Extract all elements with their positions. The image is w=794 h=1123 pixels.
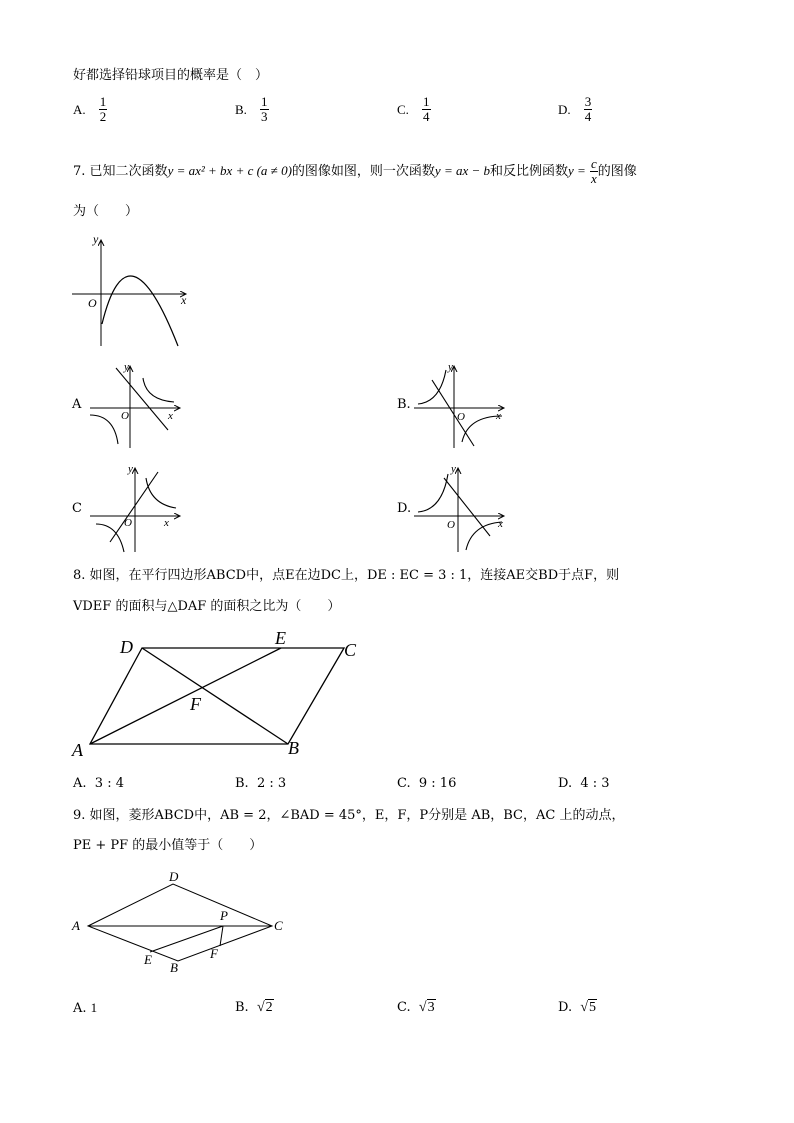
svg-text:x: x (164, 517, 169, 529)
q8-parallelogram-diagram (68, 630, 368, 760)
fraction: $\frac{c}{x}$ (590, 156, 597, 186)
svg-text:O: O (121, 410, 129, 422)
fraction: $\frac{1}{2}$ (99, 94, 107, 124)
q7-parabola-graph (68, 228, 193, 350)
svg-text:x: x (168, 410, 173, 422)
q7-option-a-letter[interactable]: A (72, 397, 82, 412)
svg-text:y: y (128, 463, 133, 475)
q8-option-a[interactable]: A. 3 : 4 (73, 776, 124, 791)
origin-label: O (88, 296, 97, 310)
q7-stem-line2: 为（ ） (73, 204, 139, 219)
q7-option-a-graph[interactable] (86, 360, 186, 452)
q9-rhombus-diagram (68, 866, 293, 978)
q6-stem-tail: 好都选择铅球项目的概率是（ ） (73, 68, 269, 83)
svg-text:D: D (169, 869, 179, 884)
segment-pf (220, 926, 223, 946)
svg-text:B: B (170, 960, 178, 975)
svg-text:D: D (120, 637, 133, 657)
q6-option-b[interactable]: B. $\frac{1}{3}$ (235, 94, 268, 124)
svg-text:y: y (124, 361, 129, 373)
sqrt-3: √3 (418, 1000, 435, 1015)
q6-option-c[interactable]: C. $\frac{1}{4}$ (397, 94, 430, 124)
svg-text:A: A (72, 740, 83, 760)
q9-stem-line1: 9. 如图，菱形ABCD中，AB = 2，∠BAD = 45°，E，F，P分别是 AB，BC，AC 上的动点， (73, 808, 625, 823)
segment-ae (90, 648, 281, 744)
q6-option-d[interactable]: D. $\frac{3}{4}$ (558, 94, 592, 124)
svg-text:x: x (498, 518, 503, 530)
svg-text:C: C (274, 918, 283, 933)
q6-option-a[interactable]: A. $\frac{1}{2}$ (73, 94, 107, 124)
q7-option-b-letter[interactable]: B. (397, 397, 411, 412)
svg-text:E: E (275, 630, 286, 648)
q8-option-c[interactable]: C. 9 : 16 (397, 776, 457, 791)
q8-stem-line1: 8. 如图，在平行四边形ABCD中，点E在边DC上，DE : EC = 3 : 1，连接AE交BD于点F，则 (73, 568, 620, 583)
segment-bd (142, 648, 288, 744)
svg-text:y: y (448, 361, 453, 373)
y-label: y (93, 232, 99, 246)
svg-text:F: F (210, 946, 218, 961)
q8-option-d[interactable]: D. 4 : 3 (558, 776, 610, 791)
q9-option-b[interactable]: B. √2 (235, 1000, 273, 1015)
sqrt-2: √2 (256, 1000, 273, 1015)
q7-stem-line1: 7. 已知二次函数y = ax² + bx + c (a ≠ 0)的图像如图，则一次函数y = ax − b和反比例函数y = $\frac{c}{x}$ 的图像 (73, 156, 637, 186)
svg-text:x: x (496, 410, 501, 422)
sqrt-5: √5 (580, 1000, 597, 1015)
x-label: x (181, 293, 187, 307)
svg-text:y: y (451, 463, 456, 475)
svg-text:P: P (220, 908, 228, 923)
parallelogram-abcd (90, 648, 344, 744)
q9-option-c[interactable]: C. √3 (397, 1000, 435, 1015)
svg-text:E: E (144, 952, 152, 967)
fraction: $\frac{3}{4}$ (584, 94, 592, 124)
q7-option-c-letter[interactable]: C (72, 501, 82, 516)
svg-text:F: F (190, 694, 201, 714)
svg-text:O: O (124, 517, 132, 529)
q8-option-b[interactable]: B. 2 : 3 (235, 776, 287, 791)
q8-stem-line2: VDEF 的面积与△DAF 的面积之比为（ ） (73, 599, 341, 614)
parabola-curve (102, 276, 178, 346)
svg-text:C: C (344, 640, 357, 660)
svg-text:A: A (72, 918, 80, 933)
q7-option-b-graph[interactable] (410, 360, 510, 452)
q7-option-d-letter[interactable]: D. (397, 501, 412, 516)
q9-option-a[interactable]: A. 1 (73, 1000, 98, 1016)
fraction: $\frac{1}{3}$ (261, 94, 268, 124)
q9-stem-line2: PE + PF 的最小值等于（ ） (73, 838, 263, 853)
fraction: $\frac{1}{4}$ (423, 94, 430, 124)
q9-option-d[interactable]: D. √5 (558, 1000, 597, 1015)
rhombus-abcd (88, 884, 272, 961)
q7-option-c-graph[interactable] (86, 462, 186, 554)
svg-text:B: B (288, 738, 299, 758)
svg-text:O: O (457, 411, 465, 423)
svg-text:O: O (447, 519, 455, 531)
q7-option-d-graph[interactable] (410, 462, 510, 554)
